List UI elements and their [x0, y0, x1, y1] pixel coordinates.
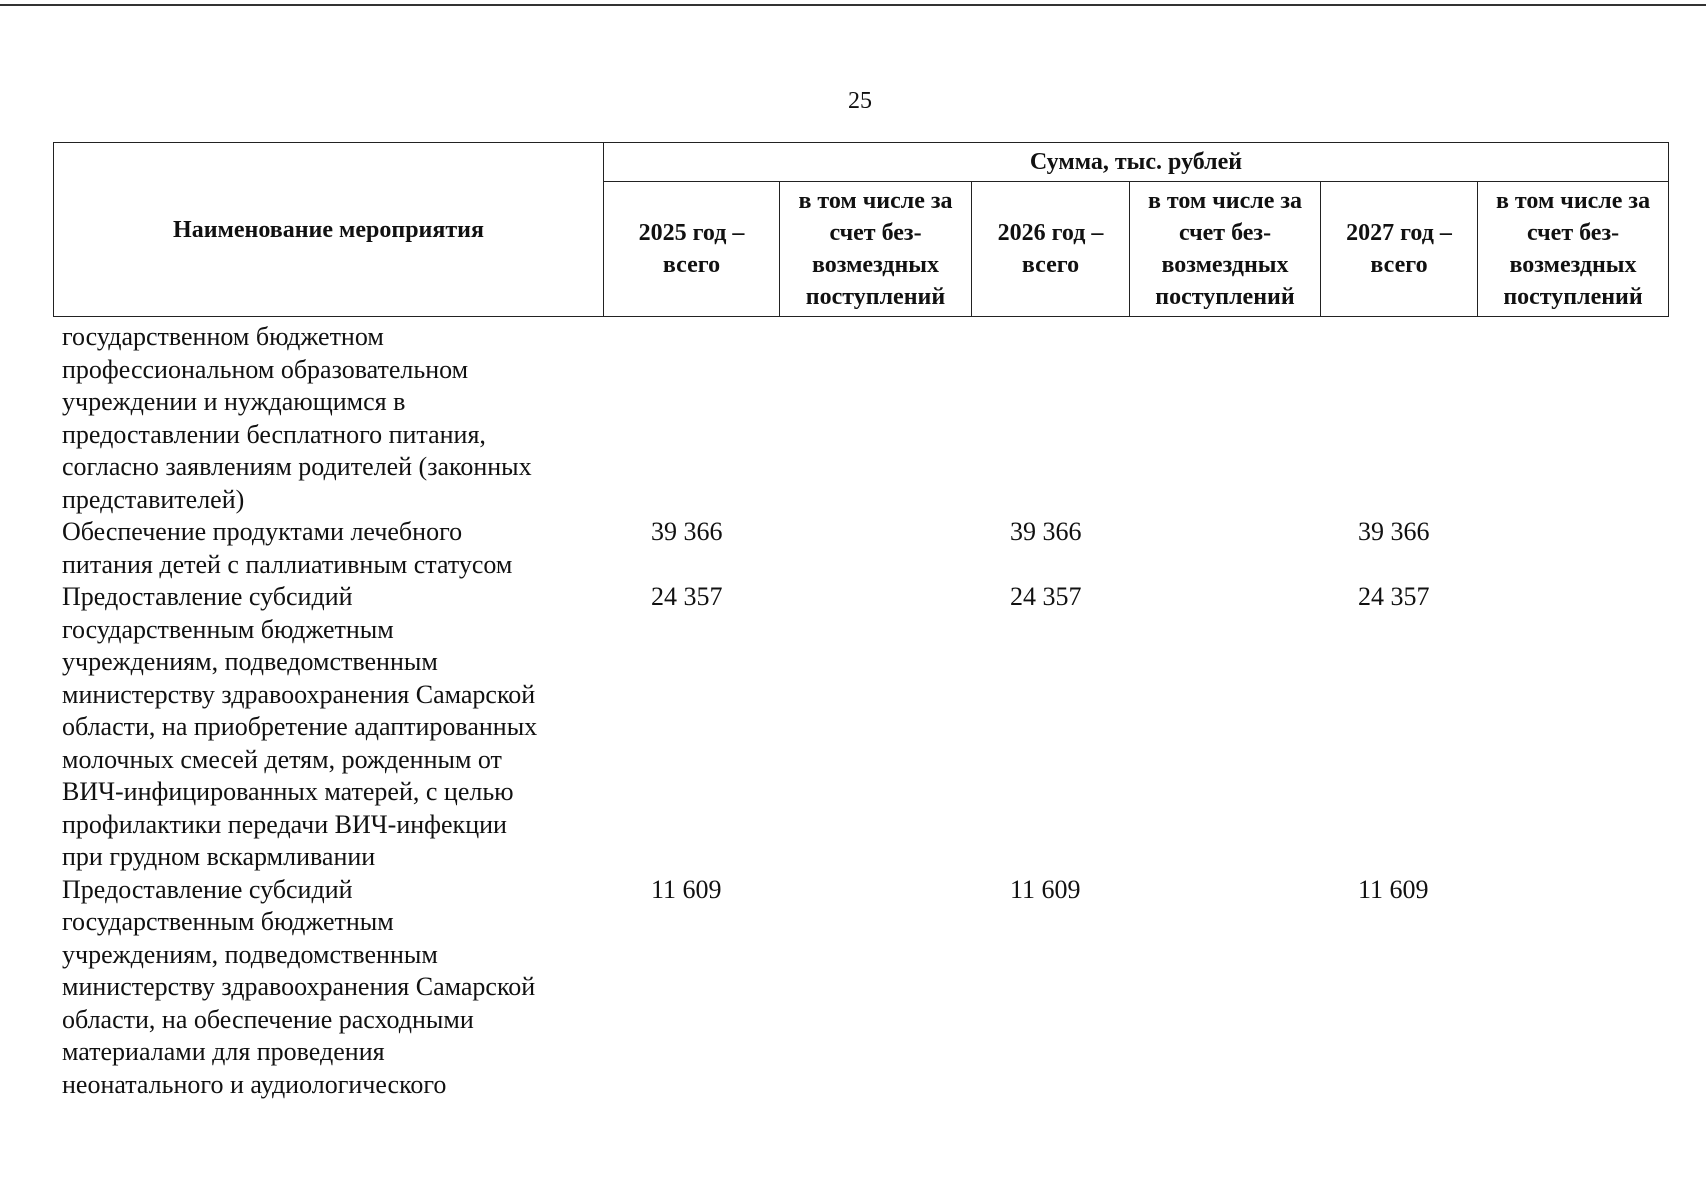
table-header: [53, 142, 1669, 317]
value-2025: 24 357: [651, 582, 723, 611]
value-2025: 11 609: [651, 874, 722, 904]
header-2026-total: 2026 год – всего: [972, 182, 1130, 317]
value-2027: 24 357: [1358, 582, 1430, 611]
value-2027: 11 609: [1358, 874, 1429, 904]
value-2026: 24 357: [1010, 582, 1082, 611]
header-name-column: Наименование мероприятия: [54, 143, 604, 317]
header-2025-gratuitous: в том числе за счет без-возмездных поступлений: [780, 182, 972, 317]
page-number: 25: [848, 88, 872, 114]
header-2027-total: 2027 год – всего: [1321, 182, 1478, 317]
table-row: [62, 321, 1662, 516]
table-row: [62, 581, 1662, 874]
table-body: [62, 321, 1662, 1101]
top-border-line: [0, 4, 1706, 6]
header-sum-group: Сумма, тыс. рублей: [604, 143, 1669, 182]
value-2025: 39 366: [651, 517, 723, 546]
header-2027-gratuitous: в том числе за счет без-возмездных поступлений: [1478, 182, 1669, 317]
row-name: государственном бюджетном профессиональном образовательном учреждении и нуждающимся в предоставлении бесплатного питания, согласно заявлениям родителей (законных представителей): [62, 322, 532, 514]
table-row: [62, 874, 1662, 1102]
value-2026: 39 366: [1010, 517, 1082, 546]
table-row: [62, 516, 1662, 581]
row-name: Обеспечение продуктами лечебного питания детей с паллиативным статусом: [62, 517, 513, 579]
value-2027: 39 366: [1358, 517, 1430, 546]
value-2026: 11 609: [1010, 874, 1081, 904]
header-2025-total: 2025 год – всего: [604, 182, 780, 317]
row-name: Предоставление субсидий государственным бюджетным учреждениям, подведомственным министерству здравоохранения Самарской области, на приобретение адаптированных молочных смесей детям, рожденным от ВИЧ-инфицированных матерей, с целью профилактики передачи ВИЧ-инфекции при грудном вскармливании: [62, 582, 538, 871]
header-2026-gratuitous: в том числе за счет без-возмездных поступлений: [1130, 182, 1321, 317]
row-name: Предоставление субсидий государственным бюджетным учреждениям, подведомственным министерству здравоохранения Самарской области, на обеспечение расходными материалами для проведения неонатального и аудиологического: [62, 874, 536, 1099]
